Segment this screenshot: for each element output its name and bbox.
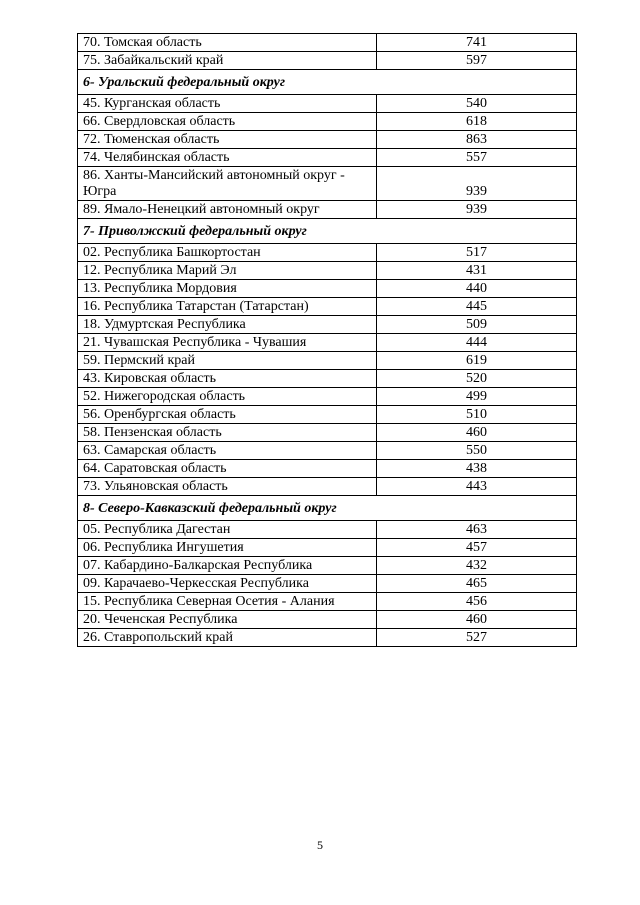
region-name-cell: 18. Удмуртская Республика xyxy=(78,316,377,334)
region-name-cell: 56. Оренбургская область xyxy=(78,406,377,424)
region-value-cell: 440 xyxy=(377,280,577,298)
region-value-cell: 527 xyxy=(377,629,577,647)
table-row xyxy=(78,611,577,629)
region-name-cell: 52. Нижегородская область xyxy=(78,388,377,406)
table-row xyxy=(78,424,577,442)
section-header-row xyxy=(78,496,577,521)
table-body xyxy=(78,34,577,647)
region-name-cell: 73. Ульяновская область xyxy=(78,478,377,496)
table-row xyxy=(78,201,577,219)
region-name-cell: 72. Тюменская область xyxy=(78,131,377,149)
page-number: 5 xyxy=(317,838,323,852)
table-row xyxy=(78,34,577,52)
region-value-cell: 465 xyxy=(377,575,577,593)
region-name-cell: 89. Ямало-Ненецкий автономный округ xyxy=(78,201,377,219)
region-name-cell: 05. Республика Дагестан xyxy=(78,521,377,539)
region-value-cell: 741 xyxy=(377,34,577,52)
table-row xyxy=(78,298,577,316)
region-value-cell: 540 xyxy=(377,95,577,113)
region-value-cell: 520 xyxy=(377,370,577,388)
region-value-cell: 445 xyxy=(377,298,577,316)
region-name-cell: 63. Самарская область xyxy=(78,442,377,460)
section-header-row xyxy=(78,70,577,95)
region-name-cell: 07. Кабардино-Балкарская Республика xyxy=(78,557,377,575)
table-row xyxy=(78,629,577,647)
region-value-cell: 460 xyxy=(377,424,577,442)
table-row xyxy=(78,442,577,460)
table-row xyxy=(78,406,577,424)
region-name-cell: 66. Свердловская область xyxy=(78,113,377,131)
region-name-cell: 75. Забайкальский край xyxy=(78,52,377,70)
region-value-cell: 432 xyxy=(377,557,577,575)
region-value-cell: 557 xyxy=(377,149,577,167)
region-value-cell: 499 xyxy=(377,388,577,406)
region-value-cell: 463 xyxy=(377,521,577,539)
table-row xyxy=(78,113,577,131)
region-value-cell: 863 xyxy=(377,131,577,149)
region-value-cell: 597 xyxy=(377,52,577,70)
region-name-cell: 59. Пермский край xyxy=(78,352,377,370)
region-name-cell: 12. Республика Марий Эл xyxy=(78,262,377,280)
section-title: 6- Уральский федеральный округ xyxy=(78,70,577,95)
table-row xyxy=(78,334,577,352)
region-value-cell: 431 xyxy=(377,262,577,280)
table-row xyxy=(78,370,577,388)
region-value-cell: 444 xyxy=(377,334,577,352)
region-name-cell: 15. Республика Северная Осетия - Алания xyxy=(78,593,377,611)
table-row xyxy=(78,460,577,478)
section-title: 7- Приволжский федеральный округ xyxy=(78,219,577,244)
region-value-cell: 438 xyxy=(377,460,577,478)
section-title: 8- Северо-Кавказский федеральный округ xyxy=(78,496,577,521)
table-row xyxy=(78,167,577,201)
table-row xyxy=(78,388,577,406)
region-name-cell: 09. Карачаево-Черкесская Республика xyxy=(78,575,377,593)
table-row xyxy=(78,593,577,611)
region-value-cell: 509 xyxy=(377,316,577,334)
table-row xyxy=(78,131,577,149)
region-value-cell: 457 xyxy=(377,539,577,557)
region-name-cell: 21. Чувашская Республика - Чувашия xyxy=(78,334,377,352)
region-value-cell: 618 xyxy=(377,113,577,131)
table-row xyxy=(78,539,577,557)
region-name-cell: 06. Республика Ингушетия xyxy=(78,539,377,557)
region-name-cell: 45. Курганская область xyxy=(78,95,377,113)
region-value-cell: 443 xyxy=(377,478,577,496)
table-row xyxy=(78,352,577,370)
table-row xyxy=(78,280,577,298)
region-name-cell: 26. Ставропольский край xyxy=(78,629,377,647)
region-name-cell: 64. Саратовская область xyxy=(78,460,377,478)
region-value-cell: 510 xyxy=(377,406,577,424)
table-row xyxy=(78,95,577,113)
region-value-cell: 456 xyxy=(377,593,577,611)
table-row xyxy=(78,149,577,167)
region-values-table xyxy=(77,33,577,647)
region-name-cell: 70. Томская область xyxy=(78,34,377,52)
region-value-cell: 939 xyxy=(377,167,577,201)
table-row xyxy=(78,557,577,575)
region-name-cell: 16. Республика Татарстан (Татарстан) xyxy=(78,298,377,316)
region-name-cell: 20. Чеченская Республика xyxy=(78,611,377,629)
region-name-cell: 43. Кировская область xyxy=(78,370,377,388)
region-name-cell: 86. Ханты-Мансийский автономный округ - Югра xyxy=(78,167,377,201)
table-row xyxy=(78,52,577,70)
table-row xyxy=(78,478,577,496)
table-row xyxy=(78,262,577,280)
table-row xyxy=(78,316,577,334)
region-value-cell: 619 xyxy=(377,352,577,370)
region-name-cell: 74. Челябинская область xyxy=(78,149,377,167)
table-row xyxy=(78,575,577,593)
table-row xyxy=(78,244,577,262)
region-name-cell: 02. Республика Башкортостан xyxy=(78,244,377,262)
region-name-cell: 13. Республика Мордовия xyxy=(78,280,377,298)
region-value-cell: 460 xyxy=(377,611,577,629)
table-row xyxy=(78,521,577,539)
region-value-cell: 517 xyxy=(377,244,577,262)
region-name-cell: 58. Пензенская область xyxy=(78,424,377,442)
region-value-cell: 550 xyxy=(377,442,577,460)
section-header-row xyxy=(78,219,577,244)
region-value-cell: 939 xyxy=(377,201,577,219)
